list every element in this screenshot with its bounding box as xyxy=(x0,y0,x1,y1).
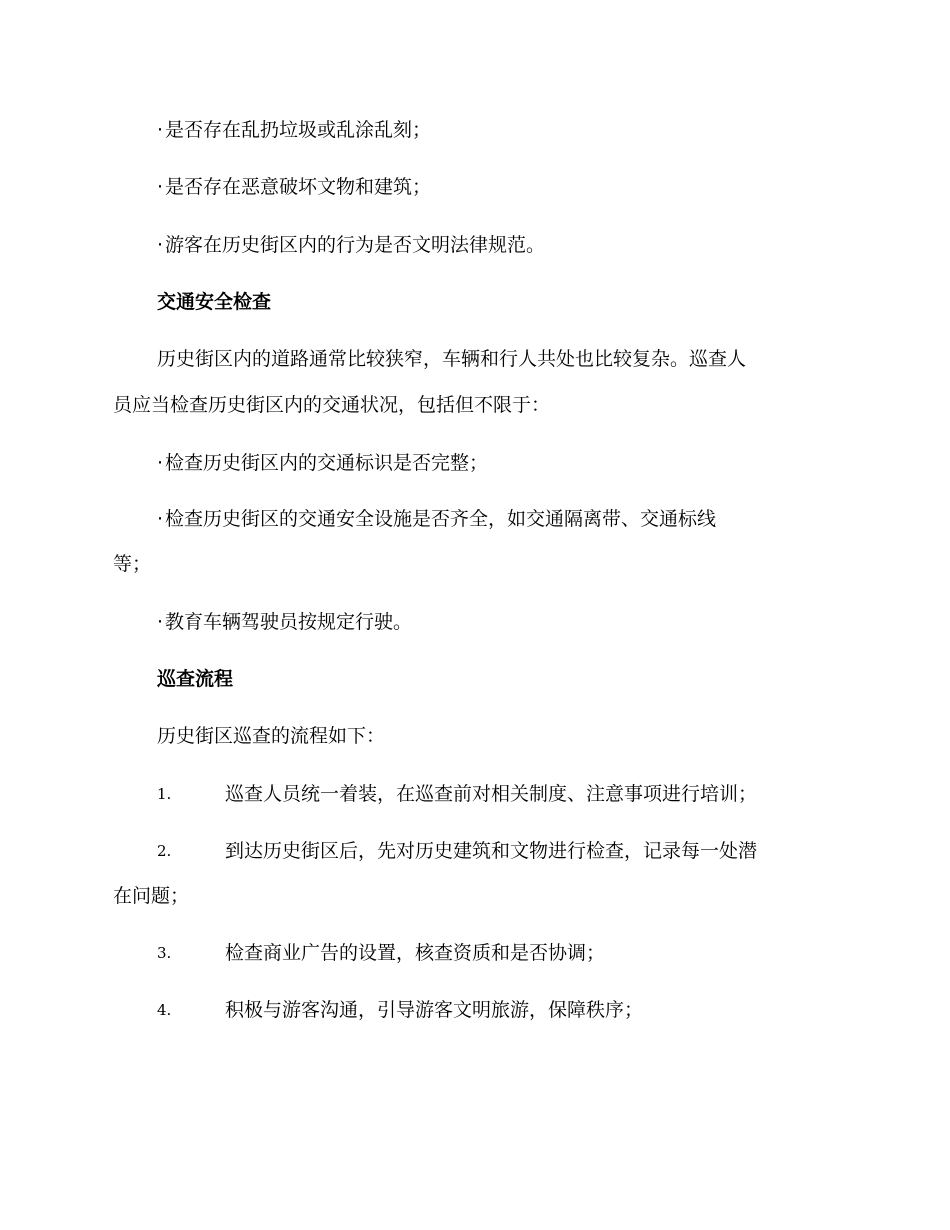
bullet-dot-icon: · xyxy=(157,508,164,530)
bullet-dot-icon: · xyxy=(157,234,164,256)
step-text: 巡查人员统一着装，在巡查前对相关制度、注意事项进行培训； xyxy=(225,783,758,805)
bullet-text: 游客在历史街区内的行为是否文明法律规范。 xyxy=(165,234,546,256)
bullet-dot-icon: · xyxy=(157,119,164,141)
bullet-text: 是否存在乱扔垃圾或乱涂乱刻； xyxy=(165,119,432,141)
bullet-item xyxy=(157,175,431,199)
paragraph-line: 员应当检查历史街区内的交通状况，包括但不限于： xyxy=(113,394,551,416)
step-text: 检查商业广告的设置，核查资质和是否协调； xyxy=(225,942,606,964)
bullet-item xyxy=(157,507,716,531)
bullet-text: 检查历史街区内的交通标识是否完整； xyxy=(165,452,489,474)
bullet-text: 检查历史街区的交通安全设施是否齐全，如交通隔离带、交通标线 xyxy=(165,508,717,530)
bullet-text: 是否存在恶意破坏文物和建筑； xyxy=(165,176,432,198)
paragraph-line: 历史街区巡查的流程如下： xyxy=(157,725,386,747)
bullet-continuation: 等； xyxy=(113,553,152,575)
step-number: 4. xyxy=(157,1001,172,1019)
step-continuation: 在问题； xyxy=(113,885,190,907)
bullet-dot-icon: · xyxy=(157,176,164,198)
step-text: 到达历史街区后，先对历史建筑和文物进行检查，记录每一处潜 xyxy=(225,840,758,862)
step-number: 2. xyxy=(157,842,172,860)
bullet-item xyxy=(157,118,431,142)
bullet-dot-icon: · xyxy=(157,452,164,474)
bullet-item xyxy=(157,233,545,257)
section-heading-patrol: 巡查流程 xyxy=(157,668,234,690)
step-number: 3. xyxy=(157,944,172,962)
paragraph-line: 历史街区内的道路通常比较狭窄，车辆和行人共处也比较复杂。巡查人 xyxy=(157,348,747,370)
section-heading-traffic: 交通安全检查 xyxy=(157,291,272,313)
step-text: 积极与游客沟通，引导游客文明旅游，保障秩序； xyxy=(225,999,644,1021)
bullet-item xyxy=(157,610,412,634)
bullet-dot-icon: · xyxy=(157,611,164,633)
bullet-item xyxy=(157,451,488,475)
bullet-text: 教育车辆驾驶员按规定行驶。 xyxy=(165,611,413,633)
step-number: 1. xyxy=(157,785,172,803)
